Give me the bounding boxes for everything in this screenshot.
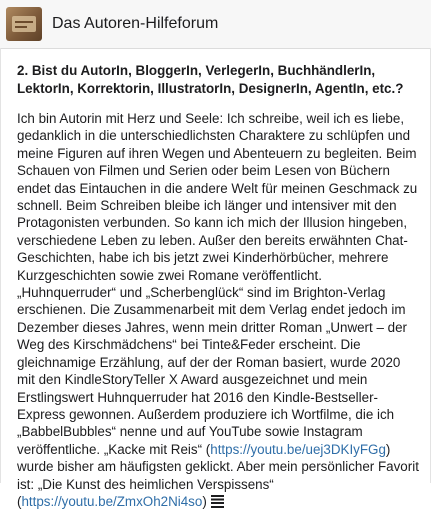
answer-text-part1: Ich bin Autorin mit Herz und Seele: Ich schreibe, weil ich es liebe, gedanklich in die unterschiedlichsten Charaktere zu schlüpfen und meine Figuren auf ihren Wegen und Abenteuern zu begleiten. Beim Schauen von Filmen und Serien oder beim Lesen von Büchern endet das Eintauchen in die andere Welt für meinen Geschmack zu schnell. Beim Schreiben bleibe ich länger und intensiver mit den Protagonisten verbunden. So kann ich mich der Illusion hingeben, verschiedene Leben zu leben. Außer den bereits erwähnten Chat-Geschichten, habe ich bis jetzt zwei Kinderhörbücher, mehrere Kurzgeschichten sowie zwei Romane veröffentlicht. „Huhnquerruder“ und „Scherbenglück“ sind im Brighton-Verlag erschienen. Die Zusammenarbeit mit dem Verlag endet jedoch im Dezember dieses Jahres, wenn mein dritter Roman „Unwert – der Weg des Kirschmädchens“ bei Tinte&Feder erscheint. Die gleichnamige Erzählung, auf der der Roman basiert, wurde 2020 mit den KindleStoryTeller X Award ausgezeichnet und mein Erstlingswert Huhnquerruder hat 2016 den Kindle-Bestseller-Express gewonnen. Außerdem produziere ich Wortfilme, die ich „BabbelBubbles“ nenne und auf YouTube sowie Instagram veröffentliche. „Kacke mit Reis“ ( bbox=[17, 111, 418, 457]
youtube-link-2[interactable]: https://youtu.be/ZmxOh2Ni4so bbox=[21, 493, 203, 509]
forum-title[interactable]: Das Autoren-Hilfeforum bbox=[52, 15, 219, 32]
answer-text-part3: ) bbox=[202, 493, 211, 509]
divider-left bbox=[0, 48, 1, 483]
answer-text bbox=[17, 110, 421, 510]
youtube-link-1[interactable]: https://youtu.be/uej3DKIyFGg bbox=[210, 441, 386, 457]
answer-text-part2: ) wurde bisher am häufigsten geklickt. Aber mein persönlicher Favorit ist: „Die Kunst des heimlichen Verspissens“ ( bbox=[17, 441, 419, 509]
question-heading: 2. Bist du AutorIn, BloggerIn, VerlegerIn, BuchhändlerIn, LektorIn, Korrektorin, IllustratorIn, DesignerIn, AgentIn, etc.? bbox=[17, 63, 404, 96]
post-content bbox=[17, 62, 421, 510]
book-logo-icon[interactable] bbox=[6, 7, 42, 41]
list-stack-icon bbox=[211, 495, 224, 508]
app-header bbox=[0, 0, 431, 49]
